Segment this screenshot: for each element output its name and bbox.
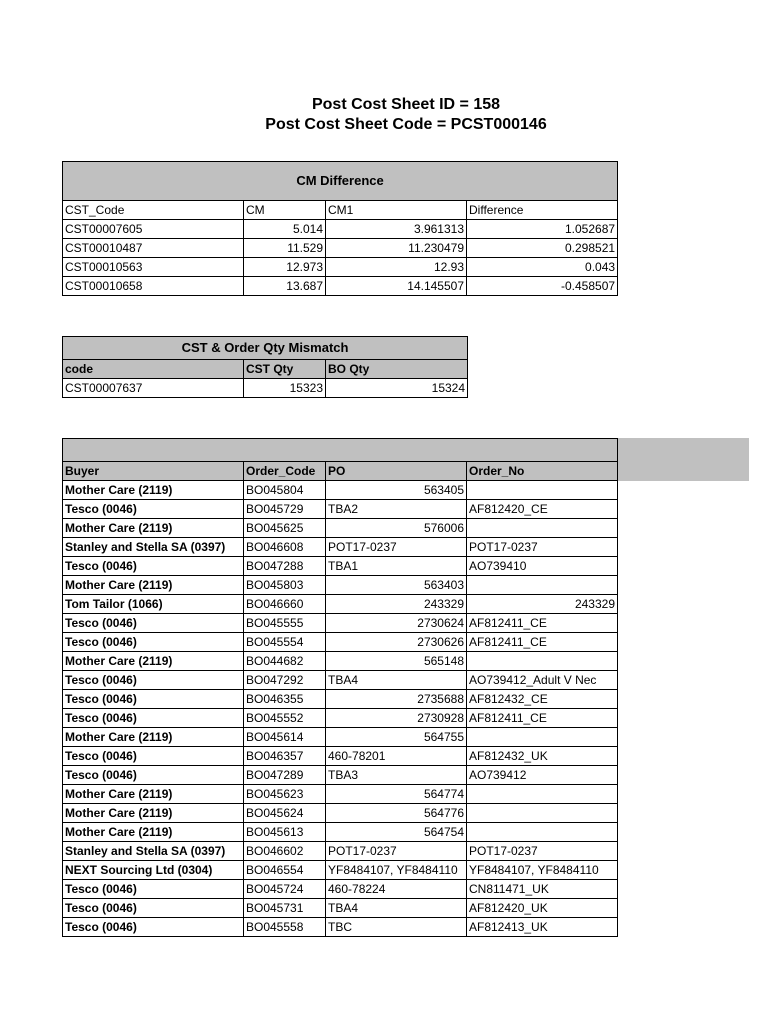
- column-header: CM: [244, 201, 326, 220]
- table-cell: BO045555: [244, 614, 326, 633]
- table-cell: Tesco (0046): [63, 899, 244, 918]
- table-cell: [467, 519, 618, 538]
- table-cell: POT17-0237: [467, 842, 618, 861]
- column-header: BO Qty: [326, 360, 468, 379]
- table-cell: Tesco (0046): [63, 500, 244, 519]
- table-row: [63, 652, 618, 671]
- table-cell: [467, 804, 618, 823]
- table-cell: 12.973: [244, 258, 326, 277]
- column-header: Order_No: [467, 462, 618, 481]
- table-row: [63, 880, 618, 899]
- table-cell: 576006: [326, 519, 467, 538]
- table-cell: [467, 481, 618, 500]
- table-cell: [467, 728, 618, 747]
- table-cell: CST00007605: [63, 220, 244, 239]
- table-cell: BO046357: [244, 747, 326, 766]
- table-cell: AO739410: [467, 557, 618, 576]
- table-row: [63, 747, 618, 766]
- table-cell: 565148: [326, 652, 467, 671]
- table-cell: 15323: [244, 379, 326, 398]
- table-cell: Tesco (0046): [63, 633, 244, 652]
- table-cell: Tesco (0046): [63, 918, 244, 937]
- table-row: [63, 258, 618, 277]
- table-row: [63, 671, 618, 690]
- table-row: [63, 576, 618, 595]
- table-cell: BO047288: [244, 557, 326, 576]
- table-cell: Mother Care (2119): [63, 481, 244, 500]
- table-cell: 243329: [326, 595, 467, 614]
- table-row: [63, 220, 618, 239]
- table-cell: NEXT Sourcing Ltd (0304): [63, 861, 244, 880]
- qty-mismatch-title: CST & Order Qty Mismatch: [63, 337, 468, 360]
- table-cell: CST00010563: [63, 258, 244, 277]
- table-cell: 1.052687: [467, 220, 618, 239]
- table-cell: CN811471_UK: [467, 880, 618, 899]
- table-cell: AF812432_CE: [467, 690, 618, 709]
- orders-banner-row: [63, 439, 618, 462]
- table-cell: 15324: [326, 379, 468, 398]
- table-cell: 0.043: [467, 258, 618, 277]
- cm-difference-title: CM Difference: [63, 162, 618, 201]
- table-cell: CST00007637: [63, 379, 244, 398]
- qty-mismatch-title-row: [63, 337, 468, 360]
- table-cell: AF812432_UK: [467, 747, 618, 766]
- table-cell: BO045731: [244, 899, 326, 918]
- column-header: Difference: [467, 201, 618, 220]
- table-cell: [467, 823, 618, 842]
- column-header: PO: [326, 462, 467, 481]
- orders-header-row: [63, 462, 618, 481]
- table-cell: TBA4: [326, 671, 467, 690]
- table-cell: BO045552: [244, 709, 326, 728]
- table-cell: 563405: [326, 481, 467, 500]
- table-cell: TBA1: [326, 557, 467, 576]
- table-cell: Tesco (0046): [63, 709, 244, 728]
- table-row: [63, 633, 618, 652]
- table-cell: BO045804: [244, 481, 326, 500]
- table-cell: 14.145507: [326, 277, 467, 296]
- table-cell: AF812420_UK: [467, 899, 618, 918]
- column-header: CST Qty: [244, 360, 326, 379]
- table-row: [63, 538, 618, 557]
- table-cell: AF812420_CE: [467, 500, 618, 519]
- table-cell: BO046355: [244, 690, 326, 709]
- table-row: [63, 709, 618, 728]
- table-cell: CST00010658: [63, 277, 244, 296]
- orders-banner-extension: [616, 438, 749, 481]
- table-cell: -0.458507: [467, 277, 618, 296]
- table-cell: BO047289: [244, 766, 326, 785]
- cm-difference-header-row: [63, 201, 618, 220]
- qty-mismatch-header-row: [63, 360, 468, 379]
- table-cell: Tesco (0046): [63, 614, 244, 633]
- table-cell: TBA3: [326, 766, 467, 785]
- table-cell: BO045624: [244, 804, 326, 823]
- table-row: [63, 728, 618, 747]
- column-header: CM1: [326, 201, 467, 220]
- orders-table: [62, 438, 618, 937]
- table-cell: YF8484107, YF8484110: [326, 861, 467, 880]
- table-row: [63, 595, 618, 614]
- table-cell: POT17-0237: [326, 538, 467, 557]
- table-cell: AF812411_CE: [467, 614, 618, 633]
- table-cell: 564755: [326, 728, 467, 747]
- table-row: [63, 823, 618, 842]
- table-cell: 460-78201: [326, 747, 467, 766]
- table-cell: 0.298521: [467, 239, 618, 258]
- table-cell: BO045614: [244, 728, 326, 747]
- table-cell: 564776: [326, 804, 467, 823]
- table-cell: BO045558: [244, 918, 326, 937]
- orders-banner: [63, 439, 618, 462]
- orders-body: [63, 481, 618, 937]
- table-cell: Tesco (0046): [63, 880, 244, 899]
- table-cell: [467, 652, 618, 671]
- table-cell: AF812411_CE: [467, 633, 618, 652]
- cm-difference-table: [62, 161, 618, 296]
- qty-mismatch-table: [62, 336, 468, 398]
- table-row: [63, 766, 618, 785]
- table-cell: 2730624: [326, 614, 467, 633]
- table-cell: 13.687: [244, 277, 326, 296]
- table-row: [63, 861, 618, 880]
- table-cell: 2730928: [326, 709, 467, 728]
- table-row: [63, 500, 618, 519]
- sheet-code-heading: Post Cost Sheet Code = PCST000146: [265, 116, 547, 133]
- table-cell: Stanley and Stella SA (0397): [63, 842, 244, 861]
- table-cell: 2730626: [326, 633, 467, 652]
- table-row: [63, 842, 618, 861]
- table-row: [63, 690, 618, 709]
- table-cell: BO046608: [244, 538, 326, 557]
- column-header: Buyer: [63, 462, 244, 481]
- table-cell: BO046602: [244, 842, 326, 861]
- table-cell: 5.014: [244, 220, 326, 239]
- table-cell: 11.230479: [326, 239, 467, 258]
- column-header: code: [63, 360, 244, 379]
- table-row: [63, 899, 618, 918]
- table-row: [63, 918, 618, 937]
- table-cell: AF812411_CE: [467, 709, 618, 728]
- table-cell: Mother Care (2119): [63, 728, 244, 747]
- table-cell: BO045554: [244, 633, 326, 652]
- table-cell: BO047292: [244, 671, 326, 690]
- sheet-id-heading: Post Cost Sheet ID = 158: [311, 96, 501, 113]
- table-cell: Tesco (0046): [63, 671, 244, 690]
- table-row: [63, 614, 618, 633]
- table-cell: Tesco (0046): [63, 747, 244, 766]
- table-row: [63, 557, 618, 576]
- table-cell: 563403: [326, 576, 467, 595]
- table-cell: YF8484107, YF8484110: [467, 861, 618, 880]
- column-header: Order_Code: [244, 462, 326, 481]
- table-cell: Mother Care (2119): [63, 823, 244, 842]
- table-cell: Tesco (0046): [63, 690, 244, 709]
- table-row: [63, 379, 468, 398]
- table-cell: CST00010487: [63, 239, 244, 258]
- table-cell: Mother Care (2119): [63, 652, 244, 671]
- table-cell: Mother Care (2119): [63, 519, 244, 538]
- table-cell: BO045724: [244, 880, 326, 899]
- table-cell: Stanley and Stella SA (0397): [63, 538, 244, 557]
- table-row: [63, 277, 618, 296]
- table-cell: BO045729: [244, 500, 326, 519]
- table-cell: 12.93: [326, 258, 467, 277]
- table-row: [63, 239, 618, 258]
- table-cell: [467, 576, 618, 595]
- table-cell: POT17-0237: [467, 538, 618, 557]
- table-cell: 564774: [326, 785, 467, 804]
- table-cell: 243329: [467, 595, 618, 614]
- table-cell: BO045623: [244, 785, 326, 804]
- table-cell: 460-78224: [326, 880, 467, 899]
- table-cell: Tesco (0046): [63, 766, 244, 785]
- table-cell: [467, 785, 618, 804]
- table-cell: AF812413_UK: [467, 918, 618, 937]
- table-cell: Mother Care (2119): [63, 804, 244, 823]
- table-cell: 564754: [326, 823, 467, 842]
- cm-difference-title-row: [63, 162, 618, 201]
- table-row: [63, 481, 618, 500]
- table-cell: AO739412: [467, 766, 618, 785]
- table-cell: BO045803: [244, 576, 326, 595]
- table-row: [63, 519, 618, 538]
- table-cell: BO044682: [244, 652, 326, 671]
- table-cell: 2735688: [326, 690, 467, 709]
- table-cell: TBA2: [326, 500, 467, 519]
- table-cell: TBC: [326, 918, 467, 937]
- table-cell: 3.961313: [326, 220, 467, 239]
- table-cell: AO739412_Adult V Nec: [467, 671, 618, 690]
- table-cell: 11.529: [244, 239, 326, 258]
- table-cell: Mother Care (2119): [63, 785, 244, 804]
- table-row: [63, 785, 618, 804]
- table-cell: Tesco (0046): [63, 557, 244, 576]
- column-header: CST_Code: [63, 201, 244, 220]
- table-cell: TBA4: [326, 899, 467, 918]
- table-cell: Tom Tailor (1066): [63, 595, 244, 614]
- table-cell: BO045613: [244, 823, 326, 842]
- table-cell: BO045625: [244, 519, 326, 538]
- table-cell: BO046660: [244, 595, 326, 614]
- table-row: [63, 804, 618, 823]
- table-cell: BO046554: [244, 861, 326, 880]
- table-cell: POT17-0237: [326, 842, 467, 861]
- table-cell: Mother Care (2119): [63, 576, 244, 595]
